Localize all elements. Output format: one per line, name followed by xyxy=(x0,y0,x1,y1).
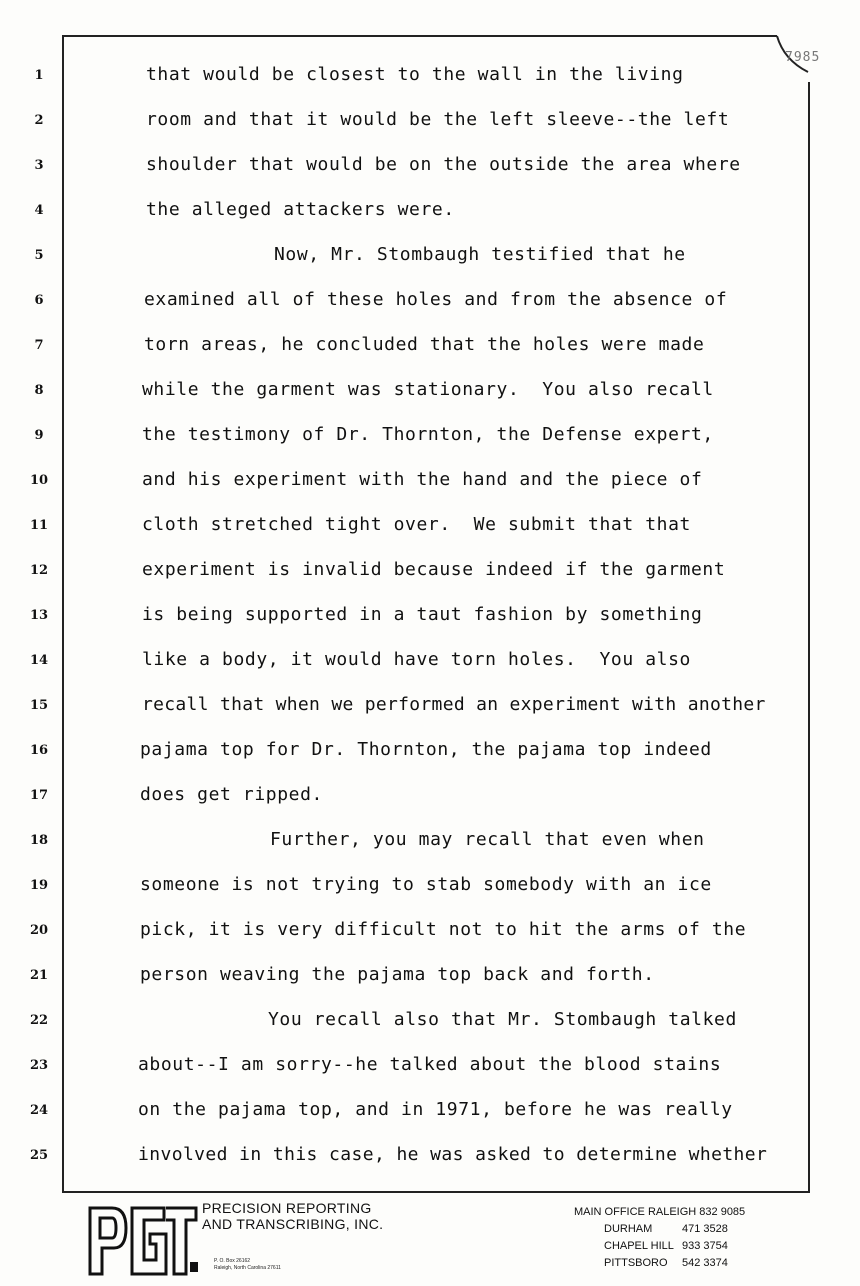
transcript-line: does get ripped. xyxy=(140,784,323,805)
firm-address-line2: Raleigh, North Carolina 27611 xyxy=(214,1265,281,1271)
firm-address-line1: P. O. Box 26162 xyxy=(214,1258,251,1264)
transcript-line: someone is not trying to stab somebody with an ice xyxy=(140,874,712,895)
transcript-line: cloth stretched tight over. We submit that that xyxy=(142,514,691,535)
line-number: 23 xyxy=(29,1058,49,1073)
transcript-line: that would be closest to the wall in the living xyxy=(146,64,684,85)
line-number: 17 xyxy=(29,788,49,803)
line-number: 2 xyxy=(34,113,44,128)
office-pittsboro xyxy=(604,1255,745,1272)
page-frame-right xyxy=(808,82,810,1192)
line-number: 13 xyxy=(29,608,49,623)
line-number: 19 xyxy=(29,878,49,893)
line-number: 5 xyxy=(34,248,44,263)
page-frame-top xyxy=(62,35,777,37)
line-number: 14 xyxy=(29,653,49,668)
transcript-line: while the garment was stationary. You also recall xyxy=(142,379,714,400)
transcript-line: the alleged attackers were. xyxy=(146,199,455,220)
office-chapel-hill xyxy=(604,1238,745,1255)
firm-name-line2: AND TRANSCRIBING, INC. xyxy=(202,1216,384,1232)
transcript-line: like a body, it would have torn holes. You also xyxy=(142,649,691,670)
line-number: 24 xyxy=(29,1103,49,1118)
line-number: 6 xyxy=(34,293,44,308)
transcript-line: shoulder that would be on the outside the area where xyxy=(146,154,741,175)
transcript-line: You recall also that Mr. Stombaugh talked xyxy=(268,1009,737,1030)
line-number: 9 xyxy=(34,428,44,443)
office-city: DURHAM xyxy=(604,1223,653,1235)
transcript-line: torn areas, he concluded that the holes were made xyxy=(144,334,705,355)
line-number: 8 xyxy=(34,383,44,398)
transcript-line: on the pajama top, and in 1971, before he was really xyxy=(138,1099,733,1120)
line-number: 15 xyxy=(29,698,49,713)
transcript-line: about--I am sorry--he talked about the blood stains xyxy=(138,1054,722,1075)
transcript-line: Further, you may recall that even when xyxy=(270,829,705,850)
transcript-line: person weaving the pajama top back and forth. xyxy=(140,964,655,985)
firm-name-line1: PRECISION REPORTING xyxy=(202,1200,372,1216)
line-number: 20 xyxy=(29,923,49,938)
transcript-line: and his experiment with the hand and the piece of xyxy=(142,469,703,490)
firm-logo xyxy=(86,1200,200,1280)
line-number: 12 xyxy=(29,563,49,578)
line-number: 7 xyxy=(34,338,44,353)
transcript-line: room and that it would be the left sleeve--the left xyxy=(146,109,730,130)
transcript-line: experiment is invalid because indeed if the garment xyxy=(142,559,726,580)
page-frame-bottom xyxy=(62,1191,810,1193)
office-phone-list xyxy=(574,1204,745,1272)
page-number: 7985 xyxy=(785,50,821,65)
office-phone: 933 3754 xyxy=(682,1240,728,1252)
firm-address xyxy=(214,1258,281,1272)
main-office: MAIN OFFICE RALEIGH 832 9085 xyxy=(574,1206,746,1218)
office-phone: 471 3528 xyxy=(682,1223,728,1235)
line-number: 22 xyxy=(29,1013,49,1028)
transcript-line: pajama top for Dr. Thornton, the pajama top indeed xyxy=(140,739,712,760)
transcript-line: recall that when we performed an experiment with another xyxy=(142,694,766,715)
office-city: PITTSBORO xyxy=(604,1257,668,1269)
office-phone: 542 3374 xyxy=(682,1257,728,1269)
office-durham xyxy=(604,1221,745,1238)
line-number: 21 xyxy=(29,968,49,983)
line-number: 11 xyxy=(29,518,49,533)
line-number: 1 xyxy=(34,68,44,83)
line-number: 18 xyxy=(29,833,49,848)
office-city: CHAPEL HILL xyxy=(604,1240,674,1252)
line-number: 25 xyxy=(29,1148,49,1163)
line-number: 10 xyxy=(29,473,49,488)
firm-name xyxy=(202,1200,383,1232)
transcript-line: pick, it is very difficult not to hit the arms of the xyxy=(140,919,747,940)
transcript-line: involved in this case, he was asked to determine whether xyxy=(138,1144,768,1165)
transcript-line: Now, Mr. Stombaugh testified that he xyxy=(274,244,686,265)
transcript-line: is being supported in a taut fashion by something xyxy=(142,604,703,625)
line-number: 16 xyxy=(29,743,49,758)
transcript-line: examined all of these holes and from the absence of xyxy=(144,289,728,310)
line-number: 4 xyxy=(34,203,44,218)
page-frame-left xyxy=(62,35,64,1193)
transcript-line: the testimony of Dr. Thornton, the Defense expert, xyxy=(142,424,714,445)
line-number: 3 xyxy=(34,158,44,173)
